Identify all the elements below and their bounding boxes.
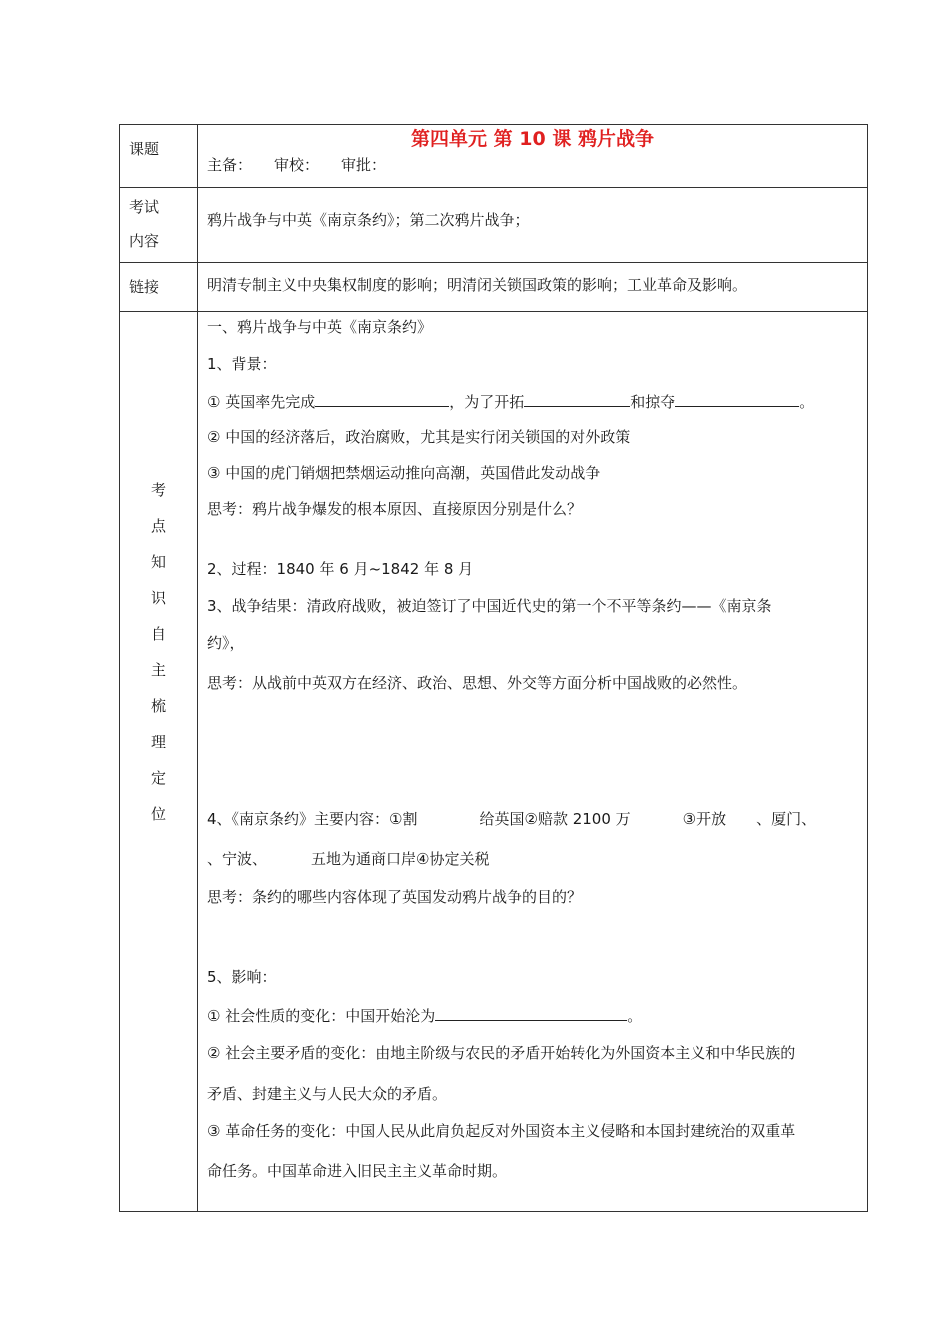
fill-blank[interactable]: [524, 390, 630, 407]
background-item-2: ② 中国的经济落后，政治腐败，尤其是实行闭关锁国的对外政策: [207, 428, 631, 446]
vertical-label: [129, 312, 197, 832]
impact-heading: 5、影响：: [207, 968, 277, 986]
label-exam-line2: 内容: [129, 232, 160, 250]
vertical-char: 位: [150, 805, 166, 823]
background-heading: 1、背景：: [207, 355, 277, 373]
think-question-2: 思考：从战前中英双方在经济、政治、思想、外交等方面分析中国战败的必然性。: [207, 674, 748, 692]
vertical-char: 定: [150, 769, 166, 787]
row-topic: [120, 125, 868, 188]
staff-line: [207, 153, 867, 177]
treaty-line-2: [207, 848, 489, 870]
label-exam-text: [129, 188, 197, 258]
treaty-text-a: 4、《南京条约》主要内容：①割: [207, 810, 418, 828]
impact-item-3-line-1: ③ 革命任务的变化：中国人民从此肩负起反对外国资本主义侵略和本国封建统治的双重革: [207, 1122, 796, 1140]
lesson-title: 第四单元 第 10 课 鸦片战争: [411, 128, 654, 150]
treaty-text-2a: 、宁波、: [207, 850, 268, 868]
think-question-3: 思考：条约的哪些内容体现了英国发动鸦片战争的目的？: [207, 888, 583, 906]
label-topic-text: 课题: [129, 140, 160, 158]
result-line-2: 约》，: [207, 634, 245, 652]
vertical-char: 梳: [150, 697, 166, 715]
label-topic: [120, 125, 198, 188]
background-item-3: ③ 中国的虎门销烟把禁烟运动推向高潮，英国借此发动战争: [207, 464, 601, 482]
topic-cell: [198, 125, 868, 188]
fill-blank[interactable]: [435, 1004, 627, 1021]
impact-item-2-line-2: 矛盾、封建主义与人民大众的矛盾。: [207, 1085, 448, 1103]
impact-item-2-line-1: ② 社会主要矛盾的变化：由地主阶级与农民的矛盾开始转化为外国资本主义和中华民族的: [207, 1044, 796, 1062]
staff-approve: 审批：: [341, 156, 387, 174]
process-line: 2、过程：1840 年 6 月~1842 年 8 月: [207, 560, 474, 578]
row-main: [120, 312, 868, 1212]
exam-text: 鸦片战争与中英《南京条约》；第二次鸦片战争；: [207, 211, 530, 229]
bg-1-text-a: ① 英国率先完成: [207, 393, 316, 411]
lesson-table: [119, 124, 868, 1212]
label-link: [120, 263, 198, 312]
treaty-text-d: 、厦门、: [756, 810, 817, 828]
staff-review: 审校：: [274, 156, 320, 174]
fill-blank[interactable]: [315, 390, 449, 407]
think-question-1: 思考：鸦片战争爆发的根本原因、直接原因分别是什么？: [207, 500, 583, 518]
vertical-char: 主: [150, 661, 166, 679]
impact-item-1: [207, 1004, 642, 1027]
label-exam-line1: 考试: [129, 198, 160, 216]
treaty-text-2b: 五地为通商口岸④协定关税: [311, 850, 490, 868]
vertical-char: 理: [150, 733, 166, 751]
link-text: 明清专制主义中央集权制度的影响；明清闭关锁国政策的影响；工业革命及影响。: [207, 276, 748, 294]
background-item-1: [207, 390, 814, 413]
treaty-text-c: ③开放: [682, 810, 727, 828]
vertical-char: 自: [150, 625, 166, 643]
bg-1-text-d: 。: [799, 393, 815, 411]
link-cell: [198, 263, 868, 312]
bg-1-text-b: ，为了开拓: [449, 393, 525, 411]
vertical-char: 点: [150, 517, 166, 535]
label-link-text: 链接: [129, 278, 160, 296]
staff-main: 主备：: [207, 156, 253, 174]
vertical-char: 识: [150, 589, 166, 607]
treaty-text-b: 给英国②赔款 2100 万: [479, 810, 631, 828]
row-exam: [120, 188, 868, 263]
bg-1-text-c: 和掠夺: [630, 393, 676, 411]
vertical-char: 考: [150, 481, 166, 499]
label-main: [120, 312, 198, 1212]
main-cell: [198, 312, 868, 1212]
vertical-char: 知: [150, 553, 166, 571]
result-line-1: 3、战争结果：清政府战败，被迫签订了中国近代史的第一个不平等条约——《南京条: [207, 597, 772, 615]
section-title: 一、鸦片战争与中英《南京条约》: [207, 318, 433, 336]
treaty-line-1: [207, 808, 816, 830]
label-exam: [120, 188, 198, 263]
exam-cell: [198, 188, 868, 263]
impact-1-text-a: ① 社会性质的变化：中国开始沦为: [207, 1007, 436, 1025]
impact-item-3-line-2: 命任务。中国革命进入旧民主主义革命时期。: [207, 1162, 508, 1180]
row-link: [120, 263, 868, 312]
impact-1-text-b: 。: [627, 1007, 643, 1025]
fill-blank[interactable]: [675, 390, 799, 407]
